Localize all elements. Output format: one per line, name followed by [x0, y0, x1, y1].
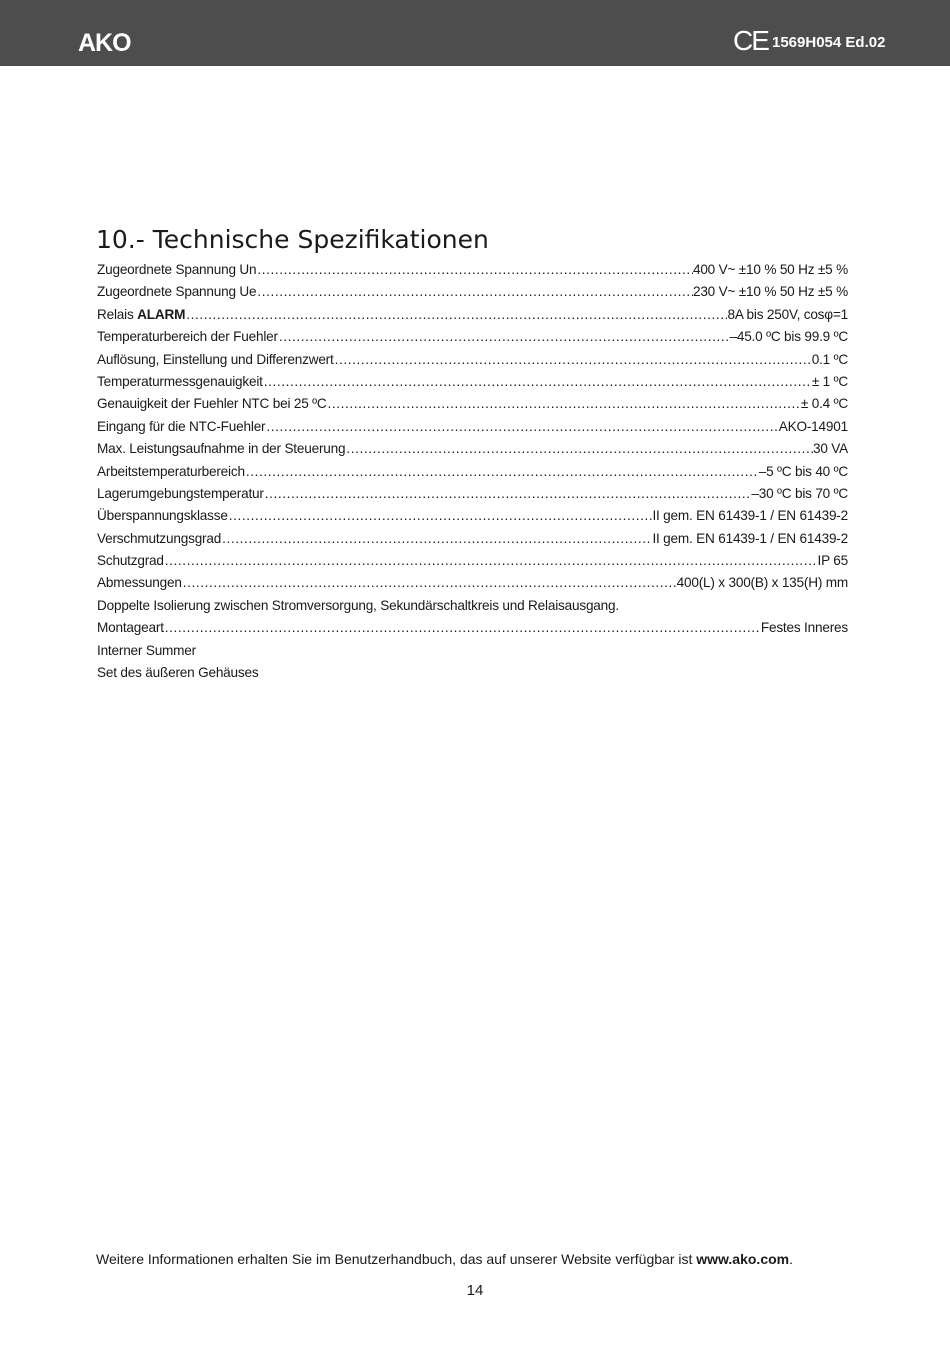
dot-leader	[228, 505, 653, 527]
page-header	[0, 0, 950, 66]
spec-value: 230 V~ ±10 % 50 Hz ±5 %	[693, 281, 848, 303]
dot-leader	[334, 349, 812, 371]
spec-label-text: Verschmutzungsgrad	[97, 530, 222, 546]
spec-value: –45.0 ºC bis 99.9 ºC	[729, 326, 848, 348]
spec-label-bold: ALARM	[137, 306, 186, 322]
spec-label	[97, 461, 245, 483]
spec-value: 400 V~ ±10 % 50 Hz ±5 %	[693, 259, 848, 281]
footer-note	[96, 1248, 793, 1270]
dot-leader	[264, 483, 752, 505]
spec-row	[97, 349, 848, 371]
spec-label-text: Zugeordnete Spannung Ue	[97, 284, 257, 300]
spec-row	[97, 640, 848, 662]
spec-label-text: Genauigkeit der Fuehler NTC bei 25 ºC	[97, 396, 327, 412]
spec-label-text: Überspannungsklasse	[97, 508, 228, 524]
spec-value: –5 ºC bis 40 ºC	[759, 461, 848, 483]
spec-label	[97, 326, 278, 348]
spec-label	[97, 281, 256, 303]
dot-leader	[256, 259, 693, 281]
spec-label	[97, 550, 164, 572]
document-code: 1569H054 Ed.02	[772, 34, 886, 51]
spec-label-text: Abmessungen	[97, 575, 182, 591]
spec-row	[97, 393, 848, 415]
dot-leader	[345, 438, 813, 460]
section-title: 10.- Technische Spezifikationen	[96, 225, 489, 254]
spec-label	[97, 416, 265, 438]
page-number: 14	[466, 1282, 484, 1299]
spec-value: ± 0.4 ºC	[801, 393, 848, 415]
spec-row	[97, 416, 848, 438]
dot-leader	[164, 550, 818, 572]
spec-row	[97, 371, 848, 393]
footer-note-text: Weitere Informationen erhalten Sie im Benutzerhandbuch, das auf unserer Website verfügbar ist	[96, 1251, 697, 1267]
website-link[interactable]: www.ako.com	[696, 1251, 790, 1267]
dot-leader	[263, 371, 812, 393]
dot-leader	[245, 461, 759, 483]
spec-label	[97, 349, 334, 371]
spec-label-text: Temperaturbereich der Fuehler	[97, 329, 278, 345]
spec-row	[97, 438, 848, 460]
spec-label	[97, 483, 264, 505]
spec-label-text: Arbeitstemperaturbereich	[97, 463, 245, 479]
spec-label	[97, 595, 619, 617]
spec-label	[97, 662, 258, 684]
spec-value: Festes Inneres	[761, 617, 848, 639]
spec-label	[97, 505, 228, 527]
spec-label-text: Lagerumgebungstemperatur	[97, 485, 264, 501]
spec-label-text: Schutzgrad	[97, 553, 164, 569]
spec-row	[97, 550, 848, 572]
spec-row	[97, 662, 848, 684]
spec-value: 8A bis 250V, cosφ=1	[727, 304, 848, 326]
spec-value: II gem. EN 61439-1 / EN 61439-2	[652, 528, 848, 550]
dot-leader	[185, 304, 727, 326]
spec-value: 0.1 ºC	[812, 349, 848, 371]
spec-row	[97, 483, 848, 505]
dot-leader	[265, 416, 778, 438]
spec-row	[97, 572, 848, 594]
spec-row	[97, 304, 848, 326]
spec-value: 30 VA	[813, 438, 848, 460]
spec-label	[97, 304, 185, 326]
spec-list	[97, 259, 848, 684]
ako-logo: AKO	[78, 29, 131, 57]
spec-row	[97, 617, 848, 639]
spec-label-text: Eingang für die NTC-Fuehler	[97, 418, 266, 434]
spec-row	[97, 528, 848, 550]
spec-label	[97, 259, 256, 281]
spec-label	[97, 528, 221, 550]
spec-label-text: Doppelte Isolierung zwischen Stromversorgung, Sekundärschaltkreis und Relaisausgang.	[97, 597, 619, 613]
dot-leader	[256, 281, 693, 303]
spec-row	[97, 281, 848, 303]
spec-label-text: Auflösung, Einstellung und Differenzwert	[97, 351, 334, 367]
spec-row	[97, 259, 848, 281]
spec-row	[97, 505, 848, 527]
spec-label	[97, 640, 196, 662]
spec-value: –30 ºC bis 70 ºC	[751, 483, 848, 505]
dot-leader	[164, 617, 761, 639]
spec-label-text: Interner Summer	[97, 642, 196, 658]
spec-label	[97, 371, 263, 393]
spec-label-text: Zugeordnete Spannung Un	[97, 262, 257, 277]
footer-note-suffix: .	[789, 1251, 793, 1267]
spec-label-text: Relais	[97, 306, 138, 322]
spec-row	[97, 326, 848, 348]
spec-label	[97, 438, 345, 460]
spec-value: 400(L) x 300(B) x 135(H) mm	[677, 572, 848, 594]
dot-leader	[278, 326, 730, 348]
spec-row	[97, 461, 848, 483]
spec-value: IP 65	[818, 550, 849, 572]
spec-label-text: Temperaturmessgenauigkeit	[97, 373, 263, 389]
spec-value: AKO-14901	[779, 416, 848, 438]
dot-leader	[327, 393, 801, 415]
spec-label	[97, 393, 327, 415]
spec-label-text: Set des äußeren Gehäuses	[97, 665, 259, 681]
ce-mark-icon: CE	[733, 25, 768, 56]
spec-label	[97, 617, 164, 639]
spec-value: ± 1 ºC	[812, 371, 848, 393]
spec-row	[97, 595, 848, 617]
spec-label-text: Max. Leistungsaufnahme in der Steuerung	[97, 441, 346, 457]
spec-label-text: Montageart	[97, 620, 164, 636]
dot-leader	[182, 572, 677, 594]
spec-label	[97, 572, 182, 594]
dot-leader	[221, 528, 652, 550]
spec-value: II gem. EN 61439-1 / EN 61439-2	[652, 505, 848, 527]
